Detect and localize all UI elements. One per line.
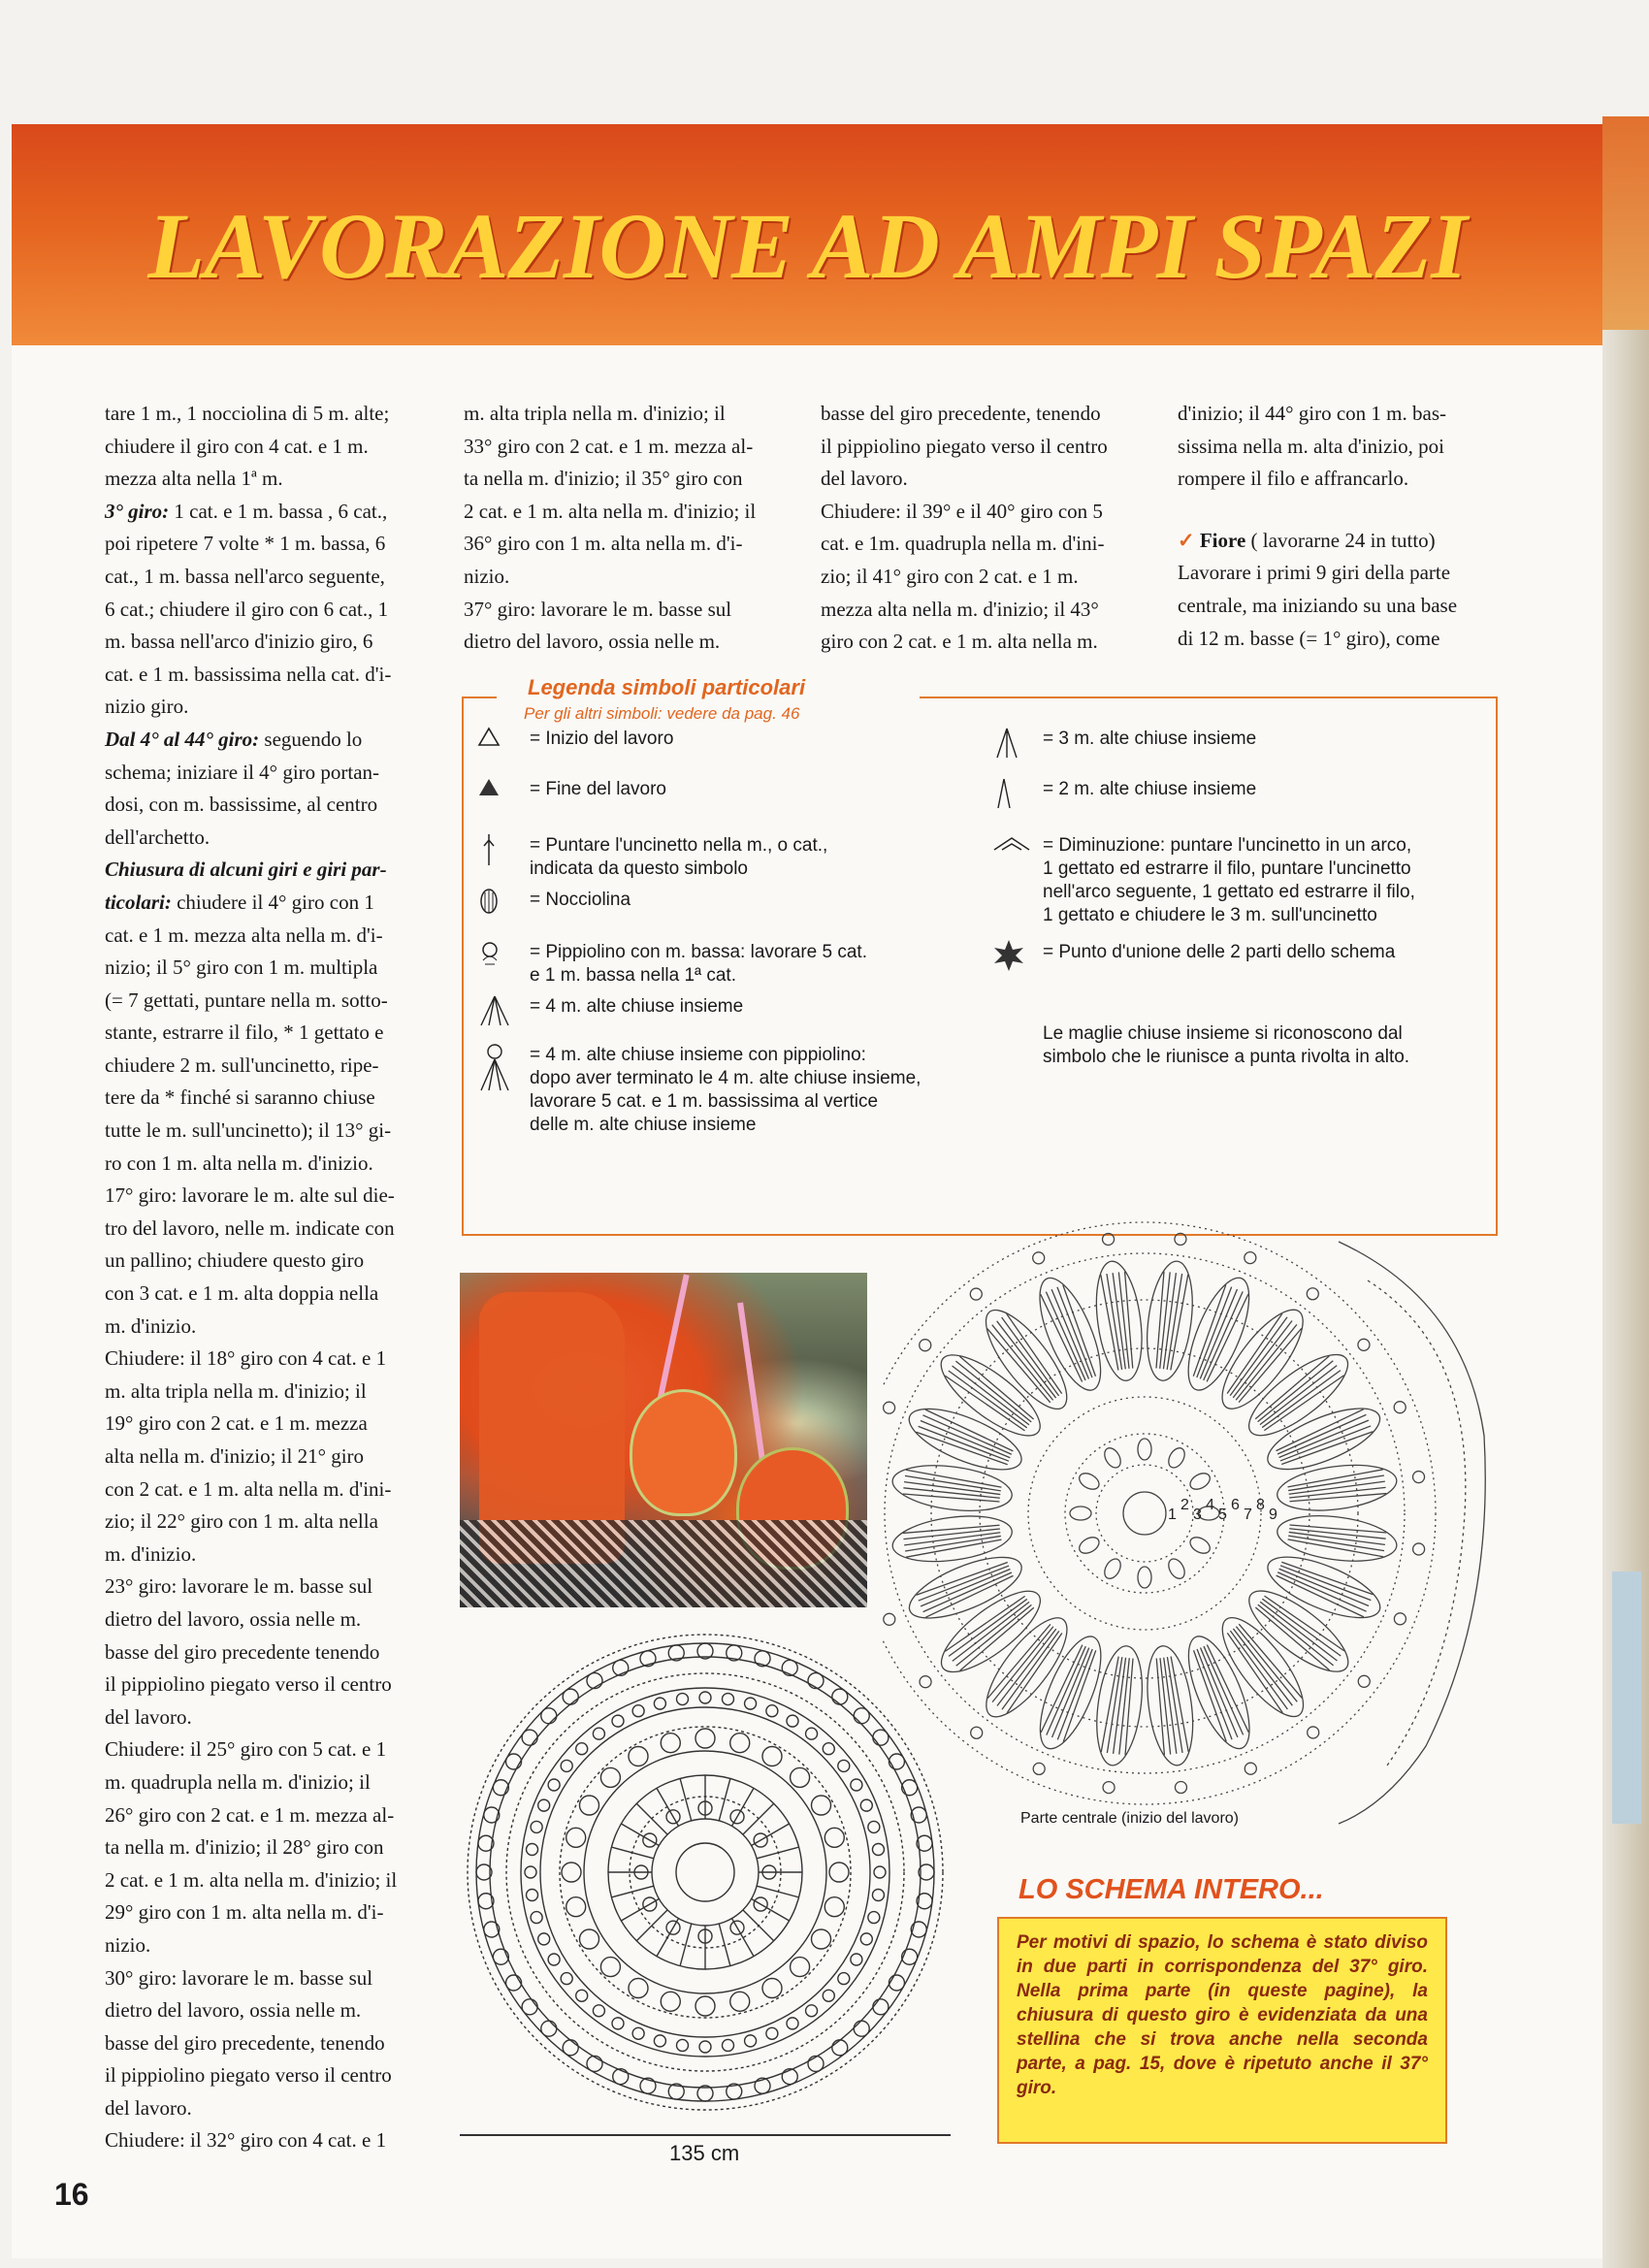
fiore-heading: Fiore [1199, 528, 1246, 552]
text-line: (= 7 gettati, puntare nella m. sotto- [105, 988, 388, 1012]
round-number: 9 [1269, 1507, 1277, 1523]
text-line: Lavorare i primi 9 giri della parte [1178, 561, 1451, 585]
open-triangle-icon [477, 726, 506, 755]
title-banner [12, 124, 1602, 345]
text-line: ta nella m. d'inizio; il 28° giro con [105, 1835, 384, 1860]
text-line: del lavoro. [105, 2095, 192, 2120]
text-line: dietro del lavoro, ossia nelle m. [105, 1606, 362, 1631]
text-line: un pallino; chiudere questo giro [105, 1248, 365, 1273]
text-line: Chiudere: il 18° giro con 4 cat. e 1 [105, 1346, 387, 1371]
text-line: zio; il 41° giro con 2 cat. e 1 m. [821, 564, 1079, 588]
text-line: 2 cat. e 1 m. alta nella m. d'inizio; il [105, 1867, 398, 1892]
text-line: basse del giro precedente, tenendo [821, 402, 1101, 425]
text-line: sissima nella m. alta d'inizio, poi [1178, 434, 1444, 458]
text-line: il pippiolino piegato verso il centro [105, 2063, 392, 2088]
text-line: m. d'inizio. [105, 1313, 197, 1338]
schema-note-box: Per motivi di spazio, lo schema è stato diviso in due parti in corrispondenza del 37° giro. Nella prima parte (in queste pagine), la chiusura di questo giro è evidenziata da una stellina che si trova anche nella seconda parte, a pag. 15, dove è ripetuto anche il 37° giro. [997, 1917, 1447, 2144]
text-line: nizio. [464, 564, 510, 588]
legend-note: Le maglie chiuse insieme si riconoscono dal simbolo che le riunisce a punta rivolta in alto. [1043, 1023, 1410, 1067]
text-line: cat., 1 m. bassa nell'arco seguente, [105, 564, 385, 588]
text-column-4 [1178, 398, 1500, 655]
text-line: il pippiolino piegato verso il centro [105, 1672, 392, 1697]
text-line: Chiusura di alcuni giri e giri par- [105, 858, 387, 882]
legend-item-text: = Nocciolina [530, 890, 631, 910]
four-dc-cluster-icon [477, 993, 506, 1022]
text-line: tutte le m. sull'uncinetto); il 13° gi- [105, 1118, 392, 1143]
text-line: zio; il 22° giro con 1 m. alta nella [105, 1509, 378, 1534]
legend-item-text: = 3 m. alte chiuse insieme [1043, 729, 1257, 749]
text-line: ro con 1 m. alta nella m. d'inizio. [105, 1150, 373, 1175]
text-line: dietro del lavoro, ossia nelle m. [464, 630, 721, 654]
text-line: Dal 4° al 44° giro: seguendo lo [105, 727, 363, 751]
text-line: m. alta tripla nella m. d'inizio; il [464, 402, 726, 425]
legend-item-text: = 4 m. alte chiuse insieme [530, 996, 744, 1017]
scheme-caption: Parte centrale (inizio del lavoro) [1020, 1810, 1239, 1827]
text-line: tere da * finché si saranno chiuse [105, 1085, 375, 1110]
dimension-label: 135 cm [669, 2141, 740, 2165]
text-line: basse del giro precedente tenendo [105, 1639, 380, 1664]
legend-item-text: = 4 m. alte chiuse insieme con pippiolino: dopo aver terminato le 4 m. alte chiuse insieme, lavorare 5 cat. e 1 m. bassissima al vertice delle m. alte chiuse insieme [530, 1045, 922, 1135]
round-number: 1 [1168, 1507, 1177, 1523]
text-line: ticolari: chiudere il 4° giro con 1 [105, 890, 374, 914]
text-line: mezza alta nella 1ª m. [105, 467, 283, 491]
round-number: 8 [1256, 1497, 1265, 1513]
text-line: basse del giro precedente, tenendo [105, 2030, 385, 2055]
text-line: con 3 cat. e 1 m. alta doppia nella [105, 1281, 379, 1306]
text-line: 30° giro: lavorare le m. basse sul [105, 1965, 373, 1990]
fiore-count: ( lavorarne 24 in tutto) [1245, 528, 1436, 552]
text-line: 6 cat.; chiudere il giro con 6 cat., 1 [105, 597, 389, 621]
round-number: 3 [1193, 1507, 1202, 1523]
text-line: rompere il filo e affrancarlo. [1178, 467, 1409, 491]
crochet-scheme [883, 1125, 1504, 1863]
next-page-patch [1612, 1571, 1641, 1824]
picot-icon [477, 939, 506, 968]
text-line: alta nella m. d'inizio; il 21° giro [105, 1444, 365, 1468]
round-number: 5 [1218, 1507, 1227, 1523]
page-title: LAVORAZIONE AD AMPI SPAZI [147, 194, 1467, 298]
text-column-3 [821, 398, 1143, 659]
text-column-2 [464, 398, 786, 659]
legend-title: Legenda simboli particolari [528, 675, 806, 699]
check-icon: ✓ [1178, 528, 1195, 552]
legend-item-text: = Inizio del lavoro [530, 729, 674, 749]
text-line: poi ripetere 7 volte * 1 m. bassa, 6 [105, 532, 386, 556]
text-line: di 12 m. basse (= 1° giro), come [1178, 626, 1440, 650]
doily-photo [460, 1273, 867, 1607]
text-line: nizio. [105, 1932, 151, 1957]
text-line: 36° giro con 1 m. alta nella m. d'i- [464, 532, 743, 556]
text-line: 26° giro con 2 cat. e 1 m. mezza al- [105, 1802, 395, 1827]
round-number: 6 [1231, 1497, 1240, 1513]
text-line: nizio giro. [105, 695, 189, 719]
hook-point-icon [477, 832, 506, 861]
legend-item-text: = Diminuzione: puntare l'uncinetto in un arco, 1 gettato ed estrarre il filo, puntare l'uncinetto nell'arco seguente, 1 gettato ed estrarre il filo, 1 gettato e chiudere le 3 m. sull'uncinetto [1043, 835, 1415, 925]
text-line: m. bassa nell'arco d'inizio giro, 6 [105, 630, 373, 654]
schema-title: LO SCHEMA INTERO... [1018, 1874, 1324, 1905]
dimension-line [460, 2134, 951, 2136]
text-line: stante, estrarre il filo, * 1 gettato e [105, 1021, 384, 1045]
filled-triangle-icon [477, 776, 506, 805]
text-line: 33° giro con 2 cat. e 1 m. mezza al- [464, 434, 754, 458]
next-page-stripe [1602, 116, 1649, 330]
text-line: chiudere 2 m. sull'uncinetto, ripe- [105, 1053, 379, 1077]
text-line: il pippiolino piegato verso il centro [821, 434, 1108, 458]
text-line: schema; iniziare il 4° giro portan- [105, 760, 380, 784]
text-line: con 2 cat. e 1 m. alta nella m. d'ini- [105, 1476, 392, 1501]
text-line: nizio; il 5° giro con 1 m. multipla [105, 956, 378, 980]
text-line: 19° giro con 2 cat. e 1 m. mezza [105, 1411, 368, 1436]
text-line: 2 cat. e 1 m. alta nella m. d'inizio; il [464, 499, 757, 523]
text-line: del lavoro. [821, 467, 908, 491]
text-line: m. quadrupla nella m. d'inizio; il [105, 1769, 371, 1794]
text-line: centrale, ma iniziando su una base [1178, 593, 1458, 617]
text-line: dosi, con m. bassissime, al centro [105, 793, 378, 817]
text-line: tare 1 m., 1 nocciolina di 5 m. alte; [105, 402, 390, 425]
text-line: ta nella m. d'inizio; il 35° giro con [464, 467, 743, 491]
page-number: 16 [54, 2177, 89, 2212]
text-line: 29° giro con 1 m. alta nella m. d'i- [105, 1900, 384, 1925]
star-icon [992, 939, 1021, 968]
nocciolina-icon [477, 887, 506, 916]
round-number: 2 [1180, 1497, 1189, 1513]
round-number: 7 [1244, 1507, 1252, 1523]
cluster-picot-icon [477, 1042, 506, 1071]
text-line: chiudere il giro con 4 cat. e 1 m. [105, 434, 369, 458]
text-line: cat. e 1 m. mezza alta nella m. d'i- [105, 923, 383, 947]
three-dc-cluster-icon [992, 726, 1021, 755]
legend-item-text: = Puntare l'uncinetto nella m., o cat., indicata da questo simbolo [530, 835, 828, 879]
text-line: dell'archetto. [105, 825, 210, 849]
text-line: mezza alta nella m. d'inizio; il 43° [821, 597, 1099, 621]
text-line: cat. e 1 m. bassissima nella cat. d'i- [105, 662, 392, 686]
text-line: tro del lavoro, nelle m. indicate con [105, 1215, 395, 1240]
text-line: 23° giro: lavorare le m. basse sul [105, 1574, 373, 1599]
text-line: Chiudere: il 25° giro con 5 cat. e 1 [105, 1737, 387, 1762]
legend-subtitle: Per gli altri simboli: vedere da pag. 46 [524, 704, 800, 723]
text-column-1 [105, 398, 425, 2157]
text-line: del lavoro. [105, 1704, 192, 1729]
text-line: m. d'inizio. [105, 1541, 197, 1566]
legend-item-text: = 2 m. alte chiuse insieme [1043, 779, 1257, 799]
legend-item-text: = Pippiolino con m. bassa: lavorare 5 cat. e 1 m. bassa nella 1ª cat. [530, 942, 867, 986]
text-line: 3° giro: 1 cat. e 1 m. bassa , 6 cat., [105, 499, 388, 523]
next-page-edge [1602, 116, 1649, 2268]
text-line: giro con 2 cat. e 1 m. alta nella m. [821, 630, 1098, 654]
round-number: 4 [1206, 1497, 1214, 1513]
doily-diagram [460, 1615, 951, 2129]
text-line: 17° giro: lavorare le m. alte sul die- [105, 1183, 395, 1208]
legend-item-text: = Punto d'unione delle 2 parti dello schema [1043, 942, 1396, 962]
text-line: Chiudere: il 39° e il 40° giro con 5 [821, 499, 1103, 523]
text-line: Chiudere: il 32° giro con 4 cat. e 1 [105, 2128, 387, 2153]
text-line: cat. e 1m. quadrupla nella m. d'ini- [821, 532, 1105, 556]
legend-item-text: = Fine del lavoro [530, 779, 666, 799]
text-line: d'inizio; il 44° giro con 1 m. bas- [1178, 402, 1446, 425]
text-line: m. alta tripla nella m. d'inizio; il [105, 1378, 367, 1403]
text-line: dietro del lavoro, ossia nelle m. [105, 1998, 362, 2023]
two-dc-cluster-icon [992, 776, 1021, 805]
decrease-icon [992, 832, 1021, 861]
text-line: 37° giro: lavorare le m. basse sul [464, 597, 732, 621]
